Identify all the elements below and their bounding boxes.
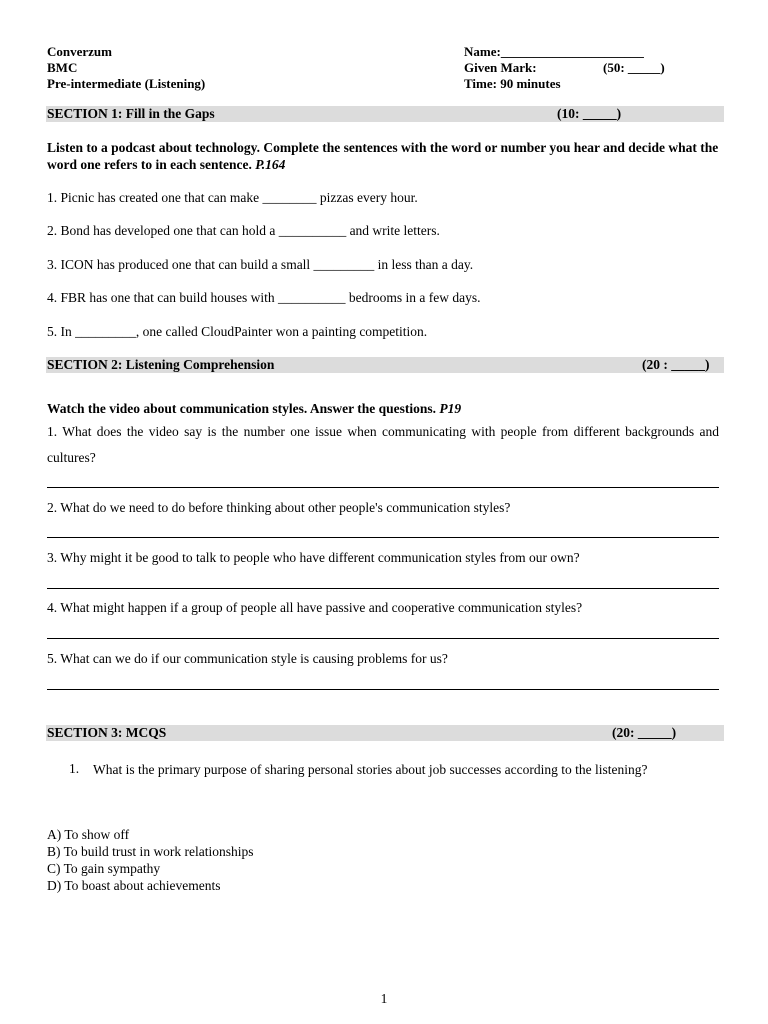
course-info [47, 44, 205, 92]
section3-title: SECTION 3: MCQS [47, 725, 167, 740]
mcq-option-b[interactable]: B) To build trust in work relationships [47, 844, 254, 859]
section2-header [46, 357, 724, 373]
section2-instruction [47, 400, 727, 417]
section2-page-ref: P19 [439, 401, 462, 416]
gap-item-1: 1. Picnic has created one that can make ________ pizzas every hour. [47, 190, 418, 205]
student-info [464, 44, 665, 92]
comprehension-question-1: 1. What does the video say is the number one issue when communicating with people from different backgrounds and cultures? [47, 424, 719, 465]
comprehension-question-2: 2. What do we need to do before thinking about other people's communication styles? [47, 500, 511, 515]
mcq-number: 1. [69, 761, 80, 776]
section1-title: SECTION 1: Fill in the Gaps [47, 106, 215, 121]
mcq-option-a[interactable]: A) To show off [47, 827, 130, 842]
section1-page-ref: P.164 [255, 157, 286, 172]
section3-marks: (20: _____) [612, 725, 677, 740]
section1-instruction [47, 139, 727, 173]
section1-instruction-text: Listen to a podcast about technology. Complete the sentences with the word or number you hear and decide what the word one refers to in each sentence. [47, 140, 719, 172]
section2-instruction-text: Watch the video about communication styles. Answer the questions. [47, 401, 437, 416]
gap-item-3: 3. ICON has produced one that can build a small _________ in less than a day. [47, 257, 474, 272]
section2-title: SECTION 2: Listening Comprehension [47, 357, 275, 372]
answer-line-4[interactable] [47, 638, 719, 639]
given-mark-label: Given Mark: [464, 60, 537, 75]
answer-line-5[interactable] [47, 689, 719, 690]
answer-line-2[interactable] [47, 537, 719, 538]
given-mark-value: (50: _____) [603, 60, 665, 75]
answer-line-3[interactable] [47, 588, 719, 589]
page-number: 1 [380, 991, 388, 1006]
comprehension-question-3: 3. Why might it be good to talk to people who have different communication styles from our own? [47, 550, 580, 565]
time-label: Time: 90 minutes [464, 76, 561, 91]
mcq-option-d[interactable]: D) To boast about achievements [47, 878, 221, 893]
section3-header [46, 725, 724, 741]
section2-marks: (20 : _____) [642, 357, 710, 372]
program: BMC [47, 60, 78, 75]
section1-header [46, 106, 724, 122]
comprehension-question-5: 5. What can we do if our communication style is causing problems for us? [47, 651, 448, 666]
given-mark-row [464, 60, 665, 76]
gap-item-2: 2. Bond has developed one that can hold a __________ and write letters. [47, 223, 440, 238]
institution: Converzum [47, 44, 112, 59]
mcq-option-c[interactable]: C) To gain sympathy [47, 861, 161, 876]
comprehension-question-4: 4. What might happen if a group of people all have passive and cooperative communication styles? [47, 600, 583, 615]
mcq-question: What is the primary purpose of sharing personal stories about job successes according to the listening? [93, 762, 648, 777]
gap-item-5: 5. In _________, one called CloudPainter won a painting competition. [47, 324, 428, 339]
name-field[interactable]: Name:______________________ [464, 44, 644, 59]
section1-marks: (10: _____) [557, 106, 622, 121]
course-level: Pre-intermediate (Listening) [47, 76, 206, 91]
gap-item-4: 4. FBR has one that can build houses with __________ bedrooms in a few days. [47, 290, 481, 305]
mcq-options [47, 826, 254, 894]
answer-line-1[interactable] [47, 487, 719, 488]
